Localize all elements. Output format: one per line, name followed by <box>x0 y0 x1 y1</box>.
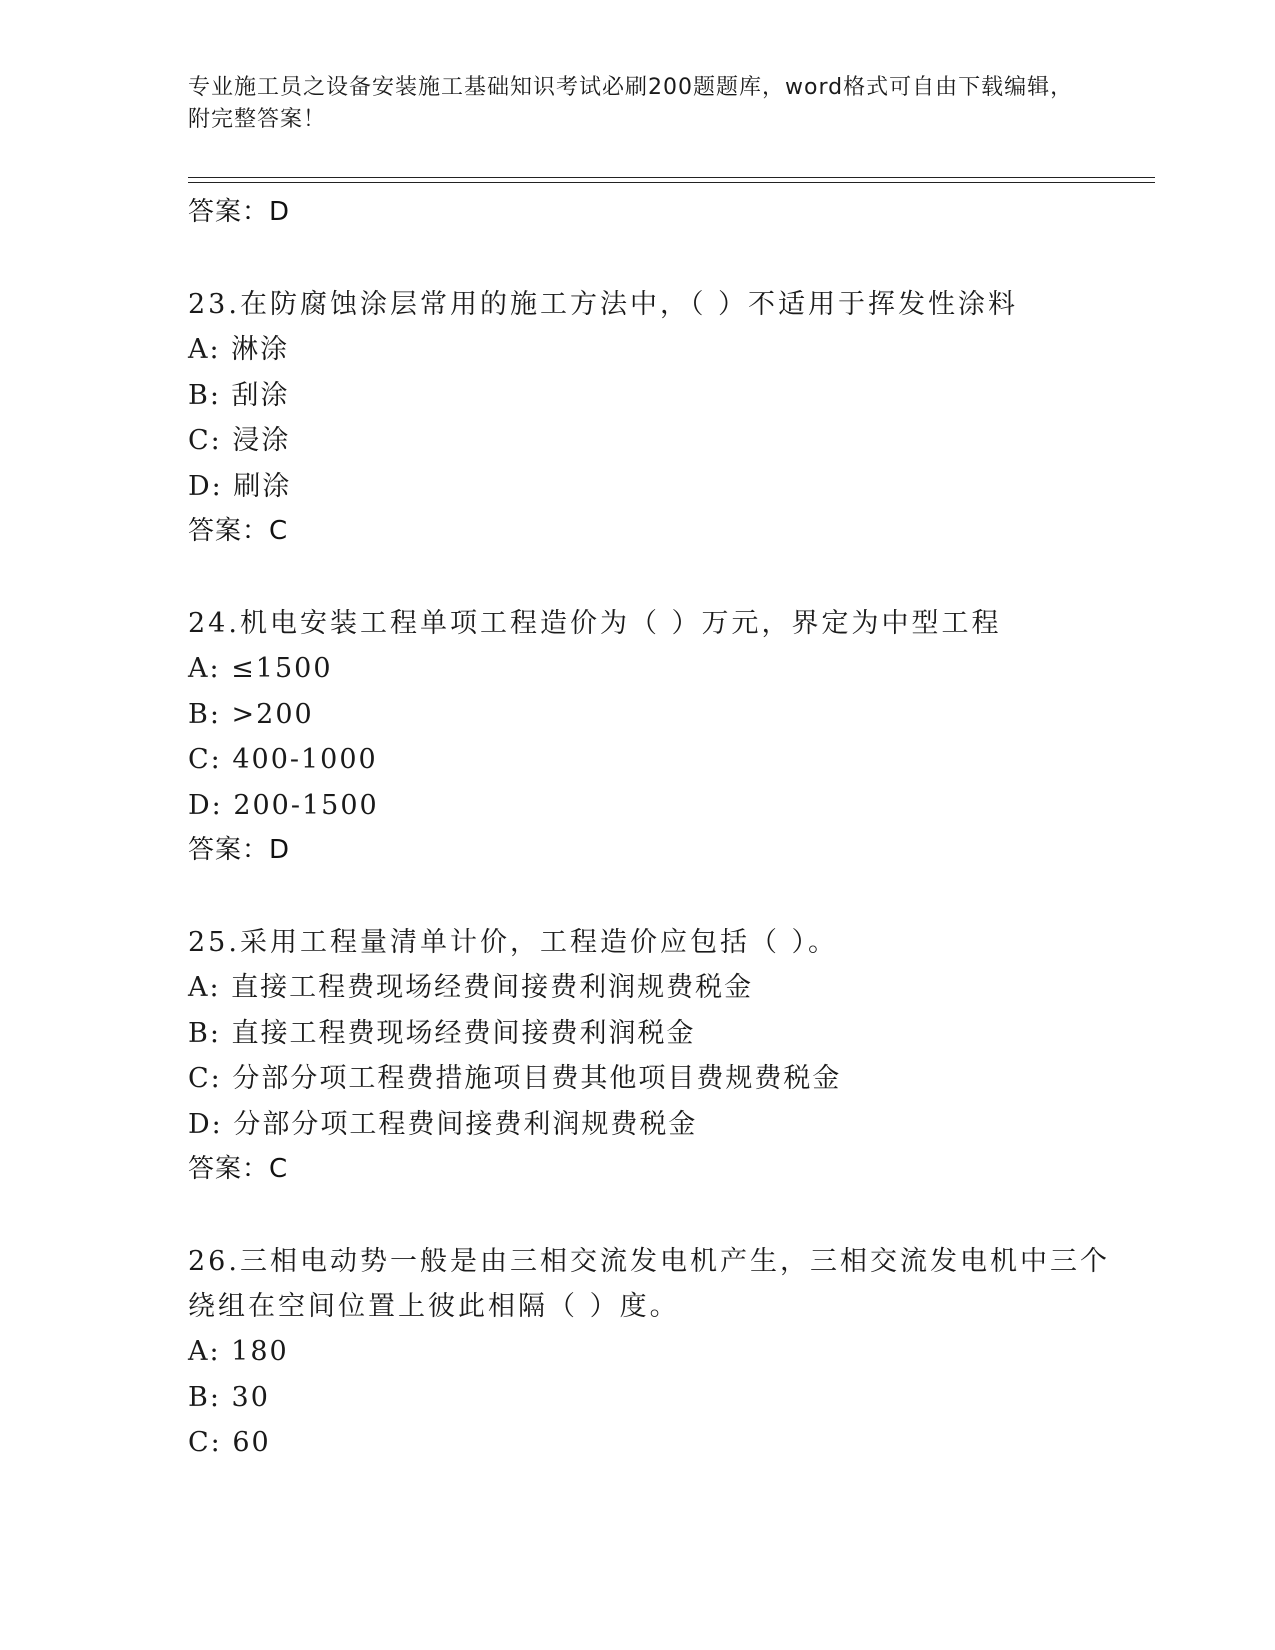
header-divider-bottom <box>188 182 1155 183</box>
spacer <box>188 1191 1148 1239</box>
question-24-text: 24.机电安装工程单项工程造价为（ ）万元，界定为中型工程 <box>188 608 1002 639</box>
question-24-option-d: D: 200-1500 <box>188 789 379 821</box>
document-header-title: 专业施工员之设备安装施工基础知识考试必刷200题题库，word格式可自由下载编辑，附完整答案！ <box>188 75 1074 132</box>
spacer <box>188 872 1148 920</box>
question-26-option-b: B: 30 <box>188 1381 270 1413</box>
question-26-option-c: C: 60 <box>188 1427 271 1458</box>
question-25-option-c: C: 分部分项工程费措施项目费其他项目费规费税金 <box>188 1063 842 1094</box>
question-23-option-d: D: 刷涂 <box>188 470 292 502</box>
question-24-option-b: B: >200 <box>188 698 314 730</box>
question-26-text-line-1: 26.三相电动势一般是由三相交流发电机产生，三相交流发电机中三个 <box>188 1246 1110 1277</box>
question-25-option-d: D: 分部分项工程费间接费利润规费税金 <box>188 1108 698 1140</box>
question-24-option-a: A: ≤1500 <box>188 653 333 684</box>
question-24-option-c: C: 400-1000 <box>188 744 378 775</box>
question-23-option-b: B: 刮涂 <box>188 379 290 411</box>
question-26-option-a: A: 180 <box>188 1336 289 1367</box>
question-list <box>188 190 1148 1466</box>
question-25-text: 25.采用工程量清单计价，工程造价应包括（ ）。 <box>188 927 839 958</box>
header-divider-top <box>188 177 1155 178</box>
question-23-text: 23.在防腐蚀涂层常用的施工方法中，（ ）不适用于挥发性涂料 <box>188 289 1019 320</box>
question-25-option-b: B: 直接工程费现场经费间接费利润税金 <box>188 1017 696 1049</box>
spacer <box>188 234 1148 282</box>
answer-q23: 答案：C <box>188 516 289 546</box>
spacer <box>188 553 1148 601</box>
answer-q22: 答案：D <box>188 197 291 227</box>
question-26-text-line-2: 绕组在空间位置上彼此相隔（ ）度。 <box>188 1291 680 1322</box>
answer-q24: 答案：D <box>188 835 291 865</box>
question-23-option-a: A: 淋涂 <box>188 334 290 365</box>
answer-q25: 答案：C <box>188 1154 289 1184</box>
question-23-option-c: C: 浸涂 <box>188 425 291 456</box>
question-25-option-a: A: 直接工程费现场经费间接费利润规费税金 <box>188 972 754 1003</box>
